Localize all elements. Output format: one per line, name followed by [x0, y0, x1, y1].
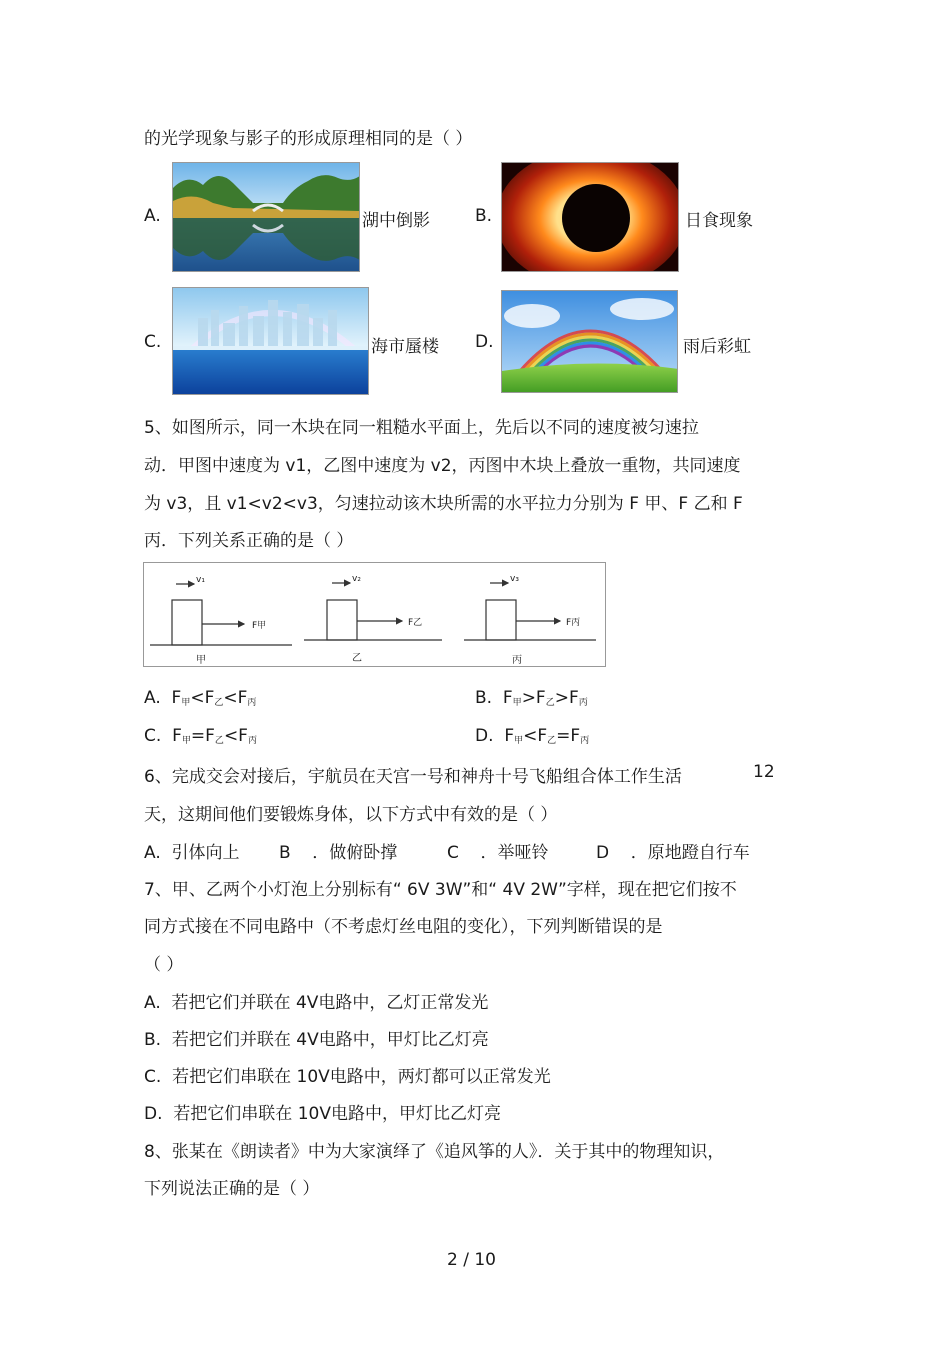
q7-option-a: A. 若把它们并联在 4V电路中，乙灯正常发光: [144, 993, 489, 1013]
q5-line-2: 动．甲图中速度为 v1，乙图中速度为 v2，丙图中木块上叠放一重物，共同速度: [144, 456, 741, 476]
q7-option-c: C. 若把它们串联在 10V电路中，两灯都可以正常发光: [144, 1067, 551, 1087]
velocity-label-bing: v₃: [510, 574, 519, 584]
q5-line-1: 5、如图所示，同一木块在同一粗糙水平面上，先后以不同的速度被匀速拉: [144, 418, 699, 438]
q7-line-3: （ ）: [144, 955, 184, 975]
q4-option-d-text: 雨后彩虹: [683, 337, 751, 357]
q8-line-1: 8、张某在《朗读者》中为大家演绎了《追风筝的人》．关于其中的物理知识，: [144, 1142, 725, 1162]
q5-figure: [143, 562, 606, 667]
q7-line-2: 同方式接在不同电路中（不考虑灯丝电阻的变化），下列判断错误的是: [144, 917, 663, 937]
q6-line-2: 天，这期间他们要锻炼身体，以下方式中有效的是（ ）: [144, 805, 558, 825]
q5-option-a: A. $F_甲<F_乙<F_丙$: [144, 688, 257, 708]
rainbow-image: [501, 290, 678, 393]
force-label-jia: F甲: [252, 621, 267, 631]
q6-option-a: A. 引体向上: [144, 843, 240, 863]
panel-yi: [304, 583, 442, 640]
q5-option-c: C. $F_甲=F_乙<F_丙$: [144, 726, 257, 746]
q5-line-4: 丙．下列关系正确的是（ ）: [144, 531, 354, 551]
panel-label-bing: 丙: [512, 655, 522, 666]
force-label-bing: F丙: [566, 618, 581, 628]
solar-eclipse-image: [501, 162, 679, 272]
q6-option-c: C ．举哑铃: [447, 843, 549, 863]
panel-jia: [150, 584, 292, 645]
q4-option-d-letter: D.: [475, 332, 494, 352]
q8-line-2: 下列说法正确的是（ ）: [144, 1179, 320, 1199]
q4-option-a-text: 湖中倒影: [362, 211, 430, 231]
q4-option-c-text: 海市蜃楼: [371, 337, 439, 357]
q5-option-b: B. $F_甲>F_乙>F_丙$: [475, 688, 588, 708]
force-label-yi: F乙: [408, 618, 423, 628]
q4-option-b-letter: B.: [475, 206, 493, 226]
velocity-label-yi: v₂: [352, 574, 361, 584]
q4-stem-tail: 的光学现象与影子的形成原理相同的是（ ）: [144, 129, 473, 149]
page-number: 2 / 10: [447, 1250, 496, 1270]
mirage-image: [172, 287, 369, 395]
q6-line-1: 6、完成交会对接后，宇航员在天宫一号和神舟十号飞船组合体工作生活: [144, 767, 682, 787]
q7-option-d: D. 若把它们串联在 10V电路中，甲灯比乙灯亮: [144, 1104, 501, 1124]
panel-bing: [464, 583, 596, 640]
q6-option-d: D ．原地蹬自行车: [596, 843, 750, 863]
velocity-label-jia: v₁: [196, 575, 205, 585]
q6-line-1-number: 12: [753, 762, 775, 782]
panel-label-yi: 乙: [352, 653, 362, 664]
q6-option-b: B ．做俯卧撑: [279, 843, 398, 863]
q7-option-b: B. 若把它们并联在 4V电路中，甲灯比乙灯亮: [144, 1030, 489, 1050]
q4-option-c-letter: C.: [144, 332, 162, 352]
q4-option-a-letter: A.: [144, 206, 161, 226]
panel-label-jia: 甲: [196, 655, 206, 666]
lake-reflection-image: [172, 162, 360, 272]
q5-option-d: D. $F_甲<F_乙=F_丙$: [475, 726, 590, 746]
q5-line-3: 为 v3，且 v1<v2<v3，匀速拉动该木块所需的水平拉力分别为 F 甲、F 乙和 F: [144, 494, 743, 514]
q4-option-b-text: 日食现象: [685, 211, 753, 231]
q7-line-1: 7、甲、乙两个小灯泡上分别标有“ 6V 3W”和“ 4V 2W”字样，现在把它们按不: [144, 880, 737, 900]
